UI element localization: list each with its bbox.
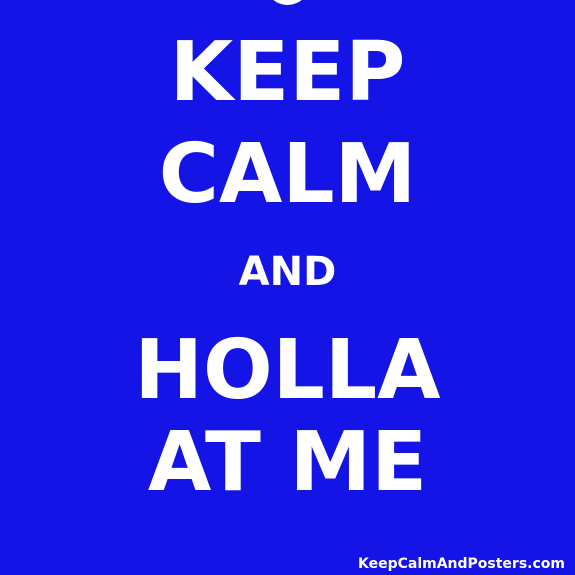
poster-line-calm: CALM [158,127,417,222]
poster-line-and: AND [238,249,337,295]
poster-line-holla: HOLLA [134,323,441,418]
crown-icon [265,0,310,5]
site-watermark-link[interactable]: KeepCalmAndPosters.com [357,556,565,572]
poster-line-keep: KEEP [169,25,406,120]
poster-line-at-me: AT ME [147,415,428,510]
